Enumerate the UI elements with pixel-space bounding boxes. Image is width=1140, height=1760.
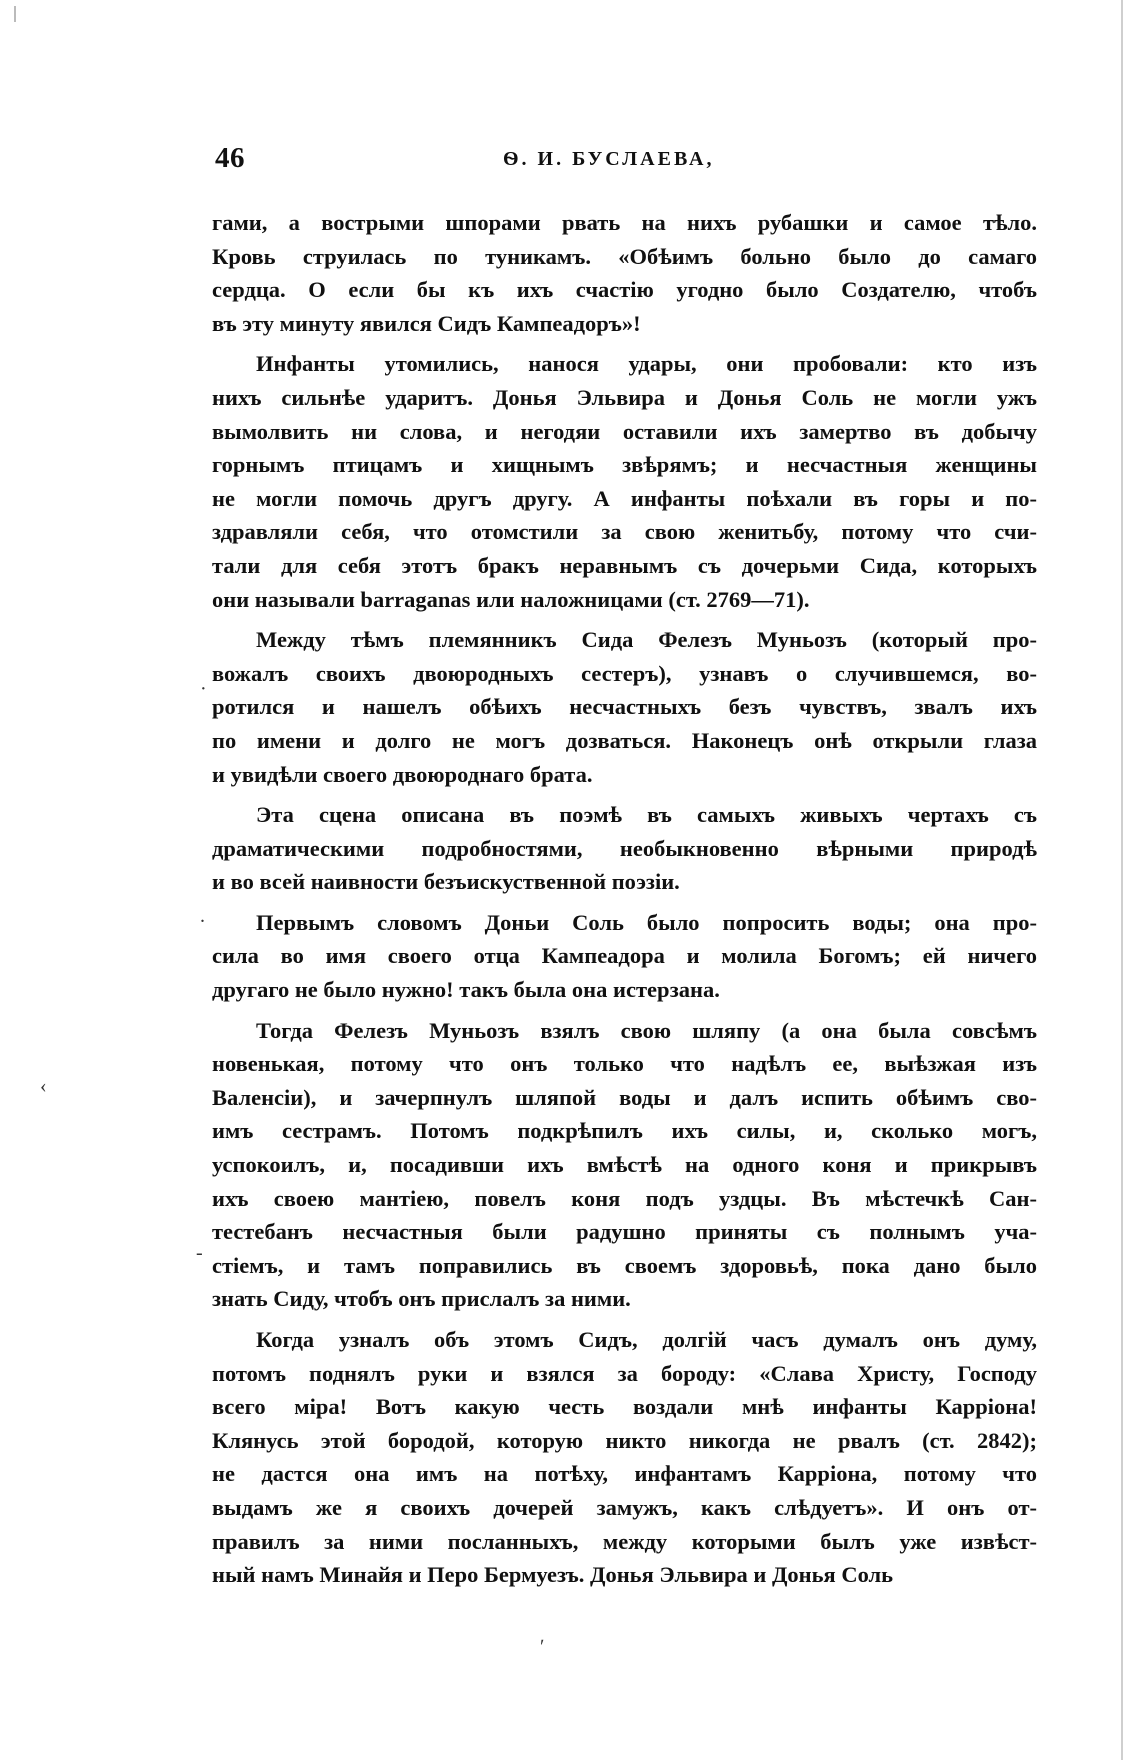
text-line: Эта сцена описана въ поэмѣ въ самыхъ живыхъ чертахъ съ [256,802,1037,828]
page-header [215,142,1035,182]
text-line: Тогда Фелезъ Муньозъ взялъ свою шляпу (а она была совсѣмъ [256,1017,1037,1043]
text-line: тестебанъ несчастныя были радушно приняты съ полнымъ уча- [212,1219,1037,1245]
text-line: горнымъ птицамъ и хищнымъ звѣрямъ; и несчастныя женщины [212,452,1037,478]
text-body [212,206,1037,1599]
scan-edge-mark [14,6,16,22]
paragraph [212,623,1037,791]
text-line: знать Сиду, чтобъ онъ прислалъ за ними. [212,1286,631,1312]
text-line: драматическими подробностями, необыкновенно вѣрными природѣ [212,835,1037,861]
text-line: здравляли себя, что отомстили за свою женитьбу, потому что счи- [212,519,1037,545]
text-line: сердца. О если бы къ ихъ счастію угодно было Создателю, чтобъ [212,277,1037,303]
paragraph [212,798,1037,899]
text-line: выдамъ же я своихъ дочерей замужъ, какъ слѣдуетъ». И онъ от- [212,1494,1037,1520]
text-line: Клянусь этой бородой, которую никто никогда не рвалъ (ст. 2842); [212,1427,1037,1453]
stray-mark: . [200,905,205,927]
text-line: въ эту минуту явился Сидъ Кампеадоръ»! [212,310,641,336]
text-line: Между тѣмъ племянникъ Сида Фелезъ Муньозъ (который про- [256,627,1037,653]
text-line: имъ сестрамъ. Потомъ подкрѣпилъ ихъ силы, и, сколько могъ, [212,1118,1037,1144]
paragraph [212,906,1037,1007]
text-line: Инфанты утомились, нанося удары, они пробовали: кто изъ [256,351,1037,377]
text-line: не могли помочь другъ другу. А инфанты поѣхали въ горы и по- [212,485,1037,511]
stray-dot-mark: · [200,678,207,700]
text-line: успокоилъ, и, посадивши ихъ вмѣстѣ на одного коня и прикрывъ [212,1152,1037,1178]
text-line: Валенсіи), и зачерпнулъ шляпой воды и далъ испить обѣимъ сво- [212,1084,1037,1110]
paragraph [212,347,1037,616]
text-line: Когда узналъ объ этомъ Сидъ, долгій часъ думалъ онъ думу, [256,1327,1037,1352]
text-line: правилъ за ними посланныхъ, между которыми былъ уже извѣст- [212,1528,1037,1554]
text-line: и во всей наивности безъискуственной поэзіи. [212,869,680,895]
text-line: ный намъ Минайя и Перо Бермуезъ. Донья Эльвира и Донья Соль [212,1562,894,1588]
stray-mark: ʹ [540,1636,545,1658]
paragraph [212,1014,1037,1316]
text-line: новенькая, потому что онъ только что надѣлъ ее, выѣзжая изъ [212,1051,1037,1077]
text-line: вожалъ своихъ двоюродныхъ сестеръ), узнавъ о случившемся, во- [212,660,1037,686]
text-line: другаго не было нужно! такъ была она истерзана. [212,977,720,1003]
text-line: и увидѣли своего двоюроднаго брата. [212,761,593,787]
text-line: Первымъ словомъ Доньи Соль было попросить воды; она про- [256,909,1037,935]
page-edge-line [1121,0,1123,1760]
text-line: ихъ своею мантіею, повелъ коня подъ уздцы. Въ мѣстечкѣ Сан- [212,1185,1037,1211]
text-line: потомъ поднялъ руки и взялся за бороду: «Слава Христу, Господу [212,1360,1037,1386]
text-line: стіемъ, и тамъ поправились въ своемъ здоровьѣ, пока дано было [212,1252,1037,1278]
text-line: вымолвить ни слова, и негодяи оставили ихъ замертво въ добычу [212,418,1037,444]
stray-mark: - [196,1242,203,1264]
text-line: они называли barraganas или наложницами (ст. 2769—71). [212,586,810,612]
text-line: Кровь струилась по туникамъ. «Обѣимъ больно было до самаго [212,243,1037,269]
text-line: сила во имя своего отца Кампеадора и молила Богомъ; ей ничего [212,943,1037,969]
text-line: тали для себя этотъ бракъ неравнымъ съ дочерьми Сида, которыхъ [212,552,1037,578]
text-line: ротился и нашелъ обѣихъ несчастныхъ безъ чувствъ, звалъ ихъ [212,694,1037,720]
page-number: 46 [215,142,245,174]
text-line: нихъ сильнѣе ударитъ. Донья Эльвира и Донья Соль не могли ужъ [212,384,1037,410]
running-title: Ѳ. И. БУСЛАЕВА, [503,148,715,170]
text-line: по имени и долго не могъ дозваться. Наконецъ онѣ открыли глаза [212,727,1037,753]
paragraph [212,206,1037,340]
text-line: всего міра! Вотъ какую честь воздали мнѣ инфанты Карріона! [212,1394,1037,1420]
text-line: гами, а вострыми шпорами рвать на нихъ рубашки и самое тѣло. [212,210,1037,235]
paragraph [212,1323,1037,1592]
stray-mark: ‹ [40,1075,47,1097]
text-line: не дастся она имъ на потѣху, инфантамъ Карріона, потому что [212,1461,1037,1487]
